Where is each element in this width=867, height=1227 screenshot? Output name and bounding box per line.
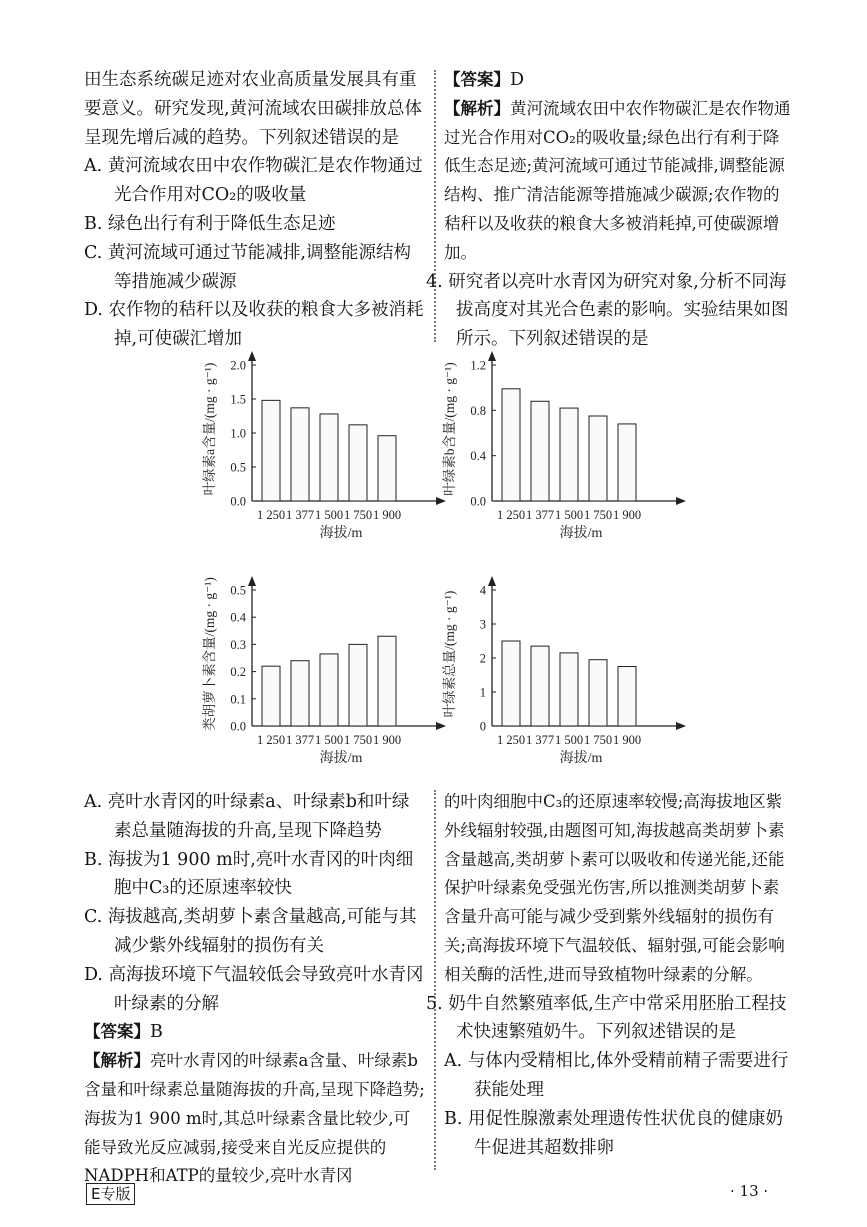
bar [262, 400, 280, 501]
chart-svg [440, 345, 690, 570]
y-tick-label: 0 [479, 719, 486, 734]
chart-carotenoid [200, 570, 450, 799]
x-tick-label: 1 377 [285, 733, 315, 747]
x-tick-label: 1 750 [343, 508, 373, 522]
y-tick-label: 1.2 [470, 358, 486, 373]
y-tick-label: 2 [479, 651, 486, 666]
bar [618, 424, 636, 501]
q4-option-a: A. 亮叶水青冈的叶绿素a、叶绿素b和叶绿素总量随海拔的升高,呈现下降趋势 [84, 792, 410, 841]
question-3-column [84, 66, 426, 354]
q3-option-d: D. 农作物的秸秆以及收获的粮食大多被消耗掉,可使碳汇增加 [84, 300, 424, 350]
x-tick-label: 1 377 [525, 508, 555, 522]
q4-analysis-left: 亮叶水青冈的叶绿素a含量、叶绿素b含量和叶绿素总量随海拔的升高,呈现下降趋势;海拔为1 900 m时,其总叶绿素含量比较少,可能导致光反应减弱,接受来自光反应提供的NADPH和ATP的量较少,亮叶水青冈 [84, 1051, 425, 1186]
y-axis-arrow [488, 351, 496, 361]
y-tick-label: 0.2 [230, 665, 246, 680]
y-tick-label: 0.4 [470, 449, 486, 464]
y-axis-arrow [488, 576, 496, 586]
chart-svg [440, 570, 690, 795]
chart-chlorophyll-a [200, 345, 450, 574]
q4-option-c: C. 海拔越高,类胡萝卜素含量越高,可能与其减少紫外线辐射的损伤有关 [84, 907, 417, 956]
q4-analysis-label: 【解析】 [84, 1051, 150, 1071]
bar [531, 646, 549, 726]
y-tick-label: 1 [479, 685, 486, 700]
q3-option-c: C. 黄河流域可通过节能减排,调整能源结构等措施减少碳源 [84, 242, 411, 292]
x-tick-label: 1 900 [612, 508, 642, 522]
y-tick-label: 0.0 [230, 494, 246, 509]
q3-stem-line-1: 田生态系统碳足迹对农业高质量发展具有重 [84, 70, 417, 90]
bar [618, 667, 636, 727]
chart-chlorophyll-b [440, 345, 690, 574]
q4-analysis-right: 的叶肉细胞中C₃的还原速率较慢;高海拔地区紫外线辐射较强,由题图可知,海拔越高类胡萝卜素含量越高,类胡萝卜素可以吸收和传递光能,还能保护叶绿素免受强光伤害,所以推测类胡萝卜素含量升高可能与减少受到紫外线辐射的损伤有关;高海拔环境下气温较低、辐射强,可能会影响相关酶的活性,进而导致植物叶绿素的分解。 [444, 792, 785, 984]
q5-option-b: B. 用促性腺激素处理遗传性状优良的健康奶牛促进其超数排卵 [444, 1108, 783, 1158]
x-axis-arrow [676, 722, 686, 730]
bar [349, 644, 367, 726]
y-tick-label: 0.8 [470, 403, 486, 418]
x-tick-label: 1 900 [612, 733, 642, 747]
y-axis-arrow [248, 351, 256, 361]
page-number: · 13 · [730, 1182, 769, 1200]
bar [531, 401, 549, 501]
y-tick-label: 0.0 [470, 494, 486, 509]
q3-option-a: A. 黄河流域农田中农作物碳汇是农作物通过光合作用对CO₂的吸收量 [84, 156, 423, 206]
bar [262, 666, 280, 726]
answer-3-column [426, 66, 794, 354]
y-tick-label: 0.5 [230, 460, 246, 475]
bar [378, 636, 396, 726]
q4-option-d: D. 高海拔环境下气温较低会导致亮叶水青冈叶绿素的分解 [84, 964, 424, 1014]
y-tick-label: 0.4 [230, 610, 246, 625]
x-tick-label: 1 250 [496, 733, 526, 747]
chart-svg [200, 570, 450, 795]
q3-answer: D [510, 70, 525, 90]
q4-answer-label: 【答案】 [84, 1022, 150, 1042]
y-tick-label: 4 [479, 583, 486, 598]
x-axis-label: 海拔/m [319, 526, 363, 541]
x-tick-label: 1 900 [372, 733, 402, 747]
q3-option-b: B. 绿色出行有利于降低生态足迹 [84, 213, 336, 234]
x-tick-label: 1 500 [554, 508, 584, 522]
bar [291, 408, 309, 501]
q3-analysis: 黄河流域农田中农作物碳汇是农作物通过光合作用对CO₂的吸收量;绿色出行有利于降低生态足迹;黄河流域可通过节能减排,调整能源结构、推广清洁能源等措施减少碳源;农作物的秸秆以及收获的粮食大多被消耗掉,可使碳源增加。 [444, 98, 791, 262]
x-tick-label: 1 750 [583, 508, 613, 522]
x-axis-label: 海拔/m [559, 751, 603, 766]
column-divider-bottom [434, 790, 436, 1170]
x-tick-label: 1 250 [256, 733, 286, 747]
y-axis-label: 类胡萝卜素含量/(mg · g⁻¹) [202, 577, 217, 731]
q4-answer: B [150, 1022, 163, 1043]
question-5-column [426, 788, 794, 1162]
x-axis-arrow [676, 497, 686, 505]
bar [291, 661, 309, 726]
q4-option-b: B. 海拔为1 900 m时,亮叶水青冈的叶肉细胞中C₃的还原速率较快 [84, 849, 414, 899]
x-tick-label: 1 377 [525, 733, 555, 747]
q3-answer-label: 【答案】 [444, 70, 510, 89]
x-tick-label: 1 500 [314, 733, 344, 747]
x-axis-label: 海拔/m [319, 751, 363, 766]
q5-option-a: A. 与体内受精相比,体外受精前精子需要进行获能处理 [444, 1051, 789, 1100]
x-tick-label: 1 750 [583, 733, 613, 747]
question-4-options-column [84, 788, 426, 1191]
q3-stem-line-3: 呈现先增后减的趋势。下列叙述错误的是 [84, 127, 399, 148]
q3-stem-line-2: 要意义。研究发现,黄河流域农田碳排放总体 [84, 98, 423, 119]
y-tick-label: 0.3 [230, 637, 246, 652]
bar [589, 660, 607, 726]
x-tick-label: 1 500 [554, 733, 584, 747]
bar [349, 425, 367, 501]
y-tick-label: 3 [479, 617, 486, 632]
q3-analysis-label: 【解析】 [444, 98, 510, 118]
y-axis-label: 叶绿素a含量/(mg · g⁻¹) [202, 362, 217, 496]
bar [502, 641, 520, 726]
chart-svg [200, 345, 450, 570]
x-axis-label: 海拔/m [559, 526, 603, 541]
bar [378, 436, 396, 501]
y-tick-label: 0.1 [230, 692, 246, 707]
bar [320, 654, 338, 726]
y-axis-label: 叶绿素总量/(mg · g⁻¹) [442, 590, 457, 718]
x-tick-label: 1 500 [314, 508, 344, 522]
bar [589, 416, 607, 501]
x-tick-label: 1 900 [372, 508, 402, 522]
q4-stem: 4. 研究者以亮叶水青冈为研究对象,分析不同海拔高度对其光合色素的影响。实验结果如图所示。下列叙述错误的是 [426, 271, 789, 350]
x-tick-label: 1 377 [285, 508, 315, 522]
q5-stem: 5. 奶牛自然繁殖率低,生产中常采用胚胎工程技术快速繁殖奶牛。下列叙述错误的是 [426, 993, 787, 1043]
chart-total-chlorophyll [440, 570, 690, 799]
y-tick-label: 1.5 [230, 392, 246, 407]
x-tick-label: 1 750 [343, 733, 373, 747]
bar [560, 653, 578, 726]
y-axis-arrow [248, 576, 256, 586]
edition-badge: E专版 [86, 1183, 135, 1205]
y-tick-label: 2.0 [230, 358, 246, 373]
x-tick-label: 1 250 [256, 508, 286, 522]
bar [502, 389, 520, 501]
y-axis-label: 叶绿素b含量/(mg · g⁻¹) [442, 362, 457, 496]
bar [320, 414, 338, 501]
y-tick-label: 0.5 [230, 583, 246, 598]
y-tick-label: 1.0 [230, 426, 246, 441]
bar [560, 408, 578, 501]
y-tick-label: 0.0 [230, 719, 246, 734]
x-tick-label: 1 250 [496, 508, 526, 522]
